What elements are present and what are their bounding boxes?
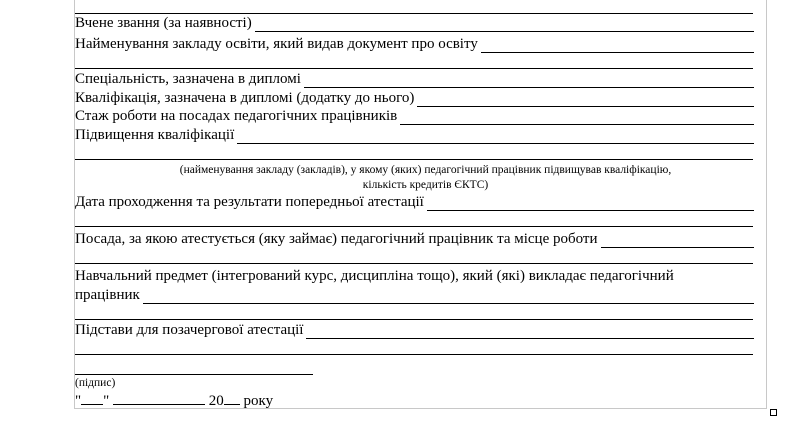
extraordinary-field[interactable]: [306, 325, 754, 339]
previous-attestation-line: [75, 194, 754, 211]
blank-rule: [75, 13, 753, 14]
advanced-training-field[interactable]: [237, 130, 754, 144]
academic-title-field[interactable]: [255, 18, 754, 32]
advanced-training-label: Підвищення кваліфікації: [75, 127, 235, 143]
specialty-line: [75, 71, 754, 88]
date-quote-open: ": [75, 393, 82, 409]
institution-field[interactable]: [481, 39, 754, 53]
experience-field[interactable]: [400, 111, 754, 125]
date-quote-close: ": [103, 393, 110, 409]
extraordinary-label: Підстави для позачергової атестації: [75, 322, 304, 338]
date-year-prefix: 20: [208, 393, 224, 409]
academic-title-line: [75, 15, 754, 32]
specialty-label: Спеціальність, зазначена в дипломі: [75, 71, 301, 87]
subject-label-1: Навчальний предмет (інтегрований курс, дисципліна тощо), який (які) викладає педагогічний: [75, 268, 674, 284]
experience-line: [75, 108, 754, 125]
advanced-training-line: [75, 127, 754, 144]
date-year-word: року: [243, 393, 274, 409]
institution-line: [75, 36, 754, 53]
blank-rule: [75, 68, 753, 69]
advanced-training-note-1: (найменування закладу (закладів), у якому (яких) педагогічний працівник підвищував кваліфікацію,: [179, 164, 672, 176]
experience-label: Стаж роботи на посадах педагогічних працівників: [75, 108, 398, 124]
subject-field[interactable]: [143, 290, 754, 304]
subject-line-2: [75, 287, 754, 304]
date-year-field[interactable]: [224, 392, 240, 405]
blank-rule: [75, 354, 753, 355]
blank-rule: [75, 159, 753, 160]
blank-rule: [75, 319, 753, 320]
date-line: [75, 392, 273, 410]
institution-label: Найменування закладу освіти, який видав документ про освіту: [75, 36, 478, 52]
advanced-training-note-2: кількість кредитів ЄКТС): [362, 179, 489, 191]
qualification-line: [75, 90, 754, 107]
qualification-field[interactable]: [417, 93, 754, 107]
position-line: [75, 231, 754, 248]
subject-label-2: працівник: [75, 287, 140, 303]
extraordinary-line: [75, 322, 754, 339]
position-label: Посада, за якою атестується (яку займає) педагогічний працівник та місце роботи: [75, 231, 598, 247]
signature-label: (підпис): [75, 377, 116, 389]
position-field[interactable]: [601, 234, 754, 248]
specialty-field[interactable]: [304, 74, 754, 88]
blank-rule: [75, 226, 753, 227]
previous-attestation-label: Дата проходження та результати попередньої атестації: [75, 194, 424, 210]
previous-attestation-field[interactable]: [427, 197, 754, 211]
subject-line-1: [75, 268, 754, 285]
academic-title-label: Вчене звання (за наявності): [75, 15, 252, 31]
blank-rule: [75, 263, 753, 264]
resize-handle[interactable]: [770, 409, 777, 416]
page-frame-right: [766, 0, 767, 409]
date-month-field[interactable]: [113, 392, 205, 405]
qualification-label: Кваліфікація, зазначена в дипломі (додатку до нього): [75, 90, 415, 106]
date-day-field[interactable]: [81, 392, 103, 405]
signature-field[interactable]: [75, 374, 313, 375]
